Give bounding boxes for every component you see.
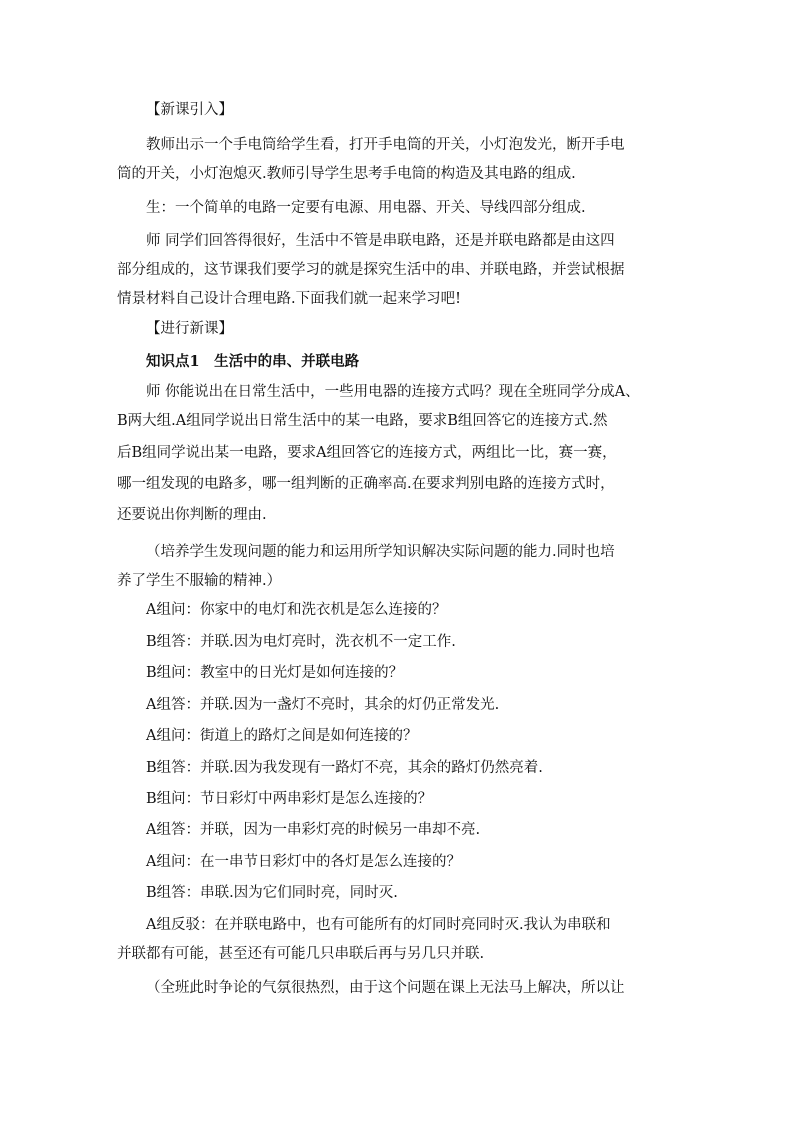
paragraph-line: 哪一组发现的电路多，哪一组判断的正确率高.在要求判别电路的连接方式时， (117, 476, 615, 492)
dialogue-line: A组问：在一串节日彩灯中的各灯是怎么连接的？ (146, 854, 461, 870)
dialogue-line: B组问：节日彩灯中两串彩灯是怎么连接的？ (146, 791, 433, 807)
paragraph-line: 并联都有可能，甚至还有可能几只串联后再与另几只并联. (117, 946, 485, 962)
paragraph-line: 筒的开关，小灯泡熄灭.教师引导学生思考手电筒的构造及其电路的组成. (117, 166, 576, 182)
dialogue-line: A组答：并联，因为一串彩灯亮的时候另一串却不亮. (146, 822, 481, 838)
dialogue-line: B组问：教室中的日光灯是如何连接的？ (146, 665, 404, 681)
dialogue-line: B组答：并联.因为我发现有一路灯不亮，其余的路灯仍然亮着. (146, 760, 543, 776)
paragraph-line: 还要说出你判断的理由. (117, 507, 267, 523)
paragraph-line: 生：一个简单的电路一定要有电源、用电器、开关、导线四部分组成. (146, 200, 586, 216)
paragraph-line: （培养学生发现问题的能力和运用所学知识解决实际问题的能力.同时也培 (146, 544, 615, 560)
paragraph-line: 教师出示一个手电筒给学生看，打开手电筒的开关，小灯泡发光，断开手电 (146, 137, 625, 153)
paragraph-line: （全班此时争论的气氛很热烈，由于这个问题在课上无法马上解决，所以让 (146, 980, 625, 996)
paragraph-line: 师 你能说出在日常生活中，一些用电器的连接方式吗？现在全班同学分成A、 (146, 384, 640, 400)
paragraph-line: A组反驳：在并联电路中，也有可能所有的灯同时亮同时灭.我认为串联和 (146, 917, 611, 933)
section-heading-new-lesson-intro: 【新课引入】 (146, 102, 233, 118)
paragraph-line: 部分组成的，这节课我们要学习的就是探究生活中的串、并联电路，并尝试根据 (117, 262, 625, 278)
paragraph-line: B两大组.A组同学说出日常生活中的某一电路，要求B组回答它的连接方式.然 (117, 413, 608, 429)
dialogue-line: A组问：街道上的路灯之间是如何连接的？ (146, 728, 418, 744)
paragraph-line: 师 同学们回答得很好，生活中不管是串联电路，还是并联电路都是由这四 (146, 233, 615, 249)
paragraph-line: 情景材料自己设计合理电路.下面我们就一起来学习吧! (117, 291, 461, 307)
paragraph-line: 后B组同学说出某一电路，要求A组回答它的连接方式，两组比一比，赛一赛， (117, 445, 617, 461)
section-heading-new-lesson: 【进行新课】 (146, 321, 233, 337)
dialogue-line: B组答：并联.因为电灯亮时，洗衣机不一定工作. (146, 634, 456, 650)
dialogue-line: A组答：并联.因为一盏灯不亮时，其余的灯仍正常发光. (146, 697, 500, 713)
paragraph-line: 养了学生不服输的精神.） (117, 573, 282, 589)
dialogue-line: B组答：串联.因为它们同时亮，同时灭. (146, 885, 398, 901)
knowledge-point-heading: 知识点1 生活中的串、并联电路 (146, 353, 360, 370)
dialogue-line: A组问：你家中的电灯和洗衣机是怎么连接的？ (146, 602, 447, 618)
